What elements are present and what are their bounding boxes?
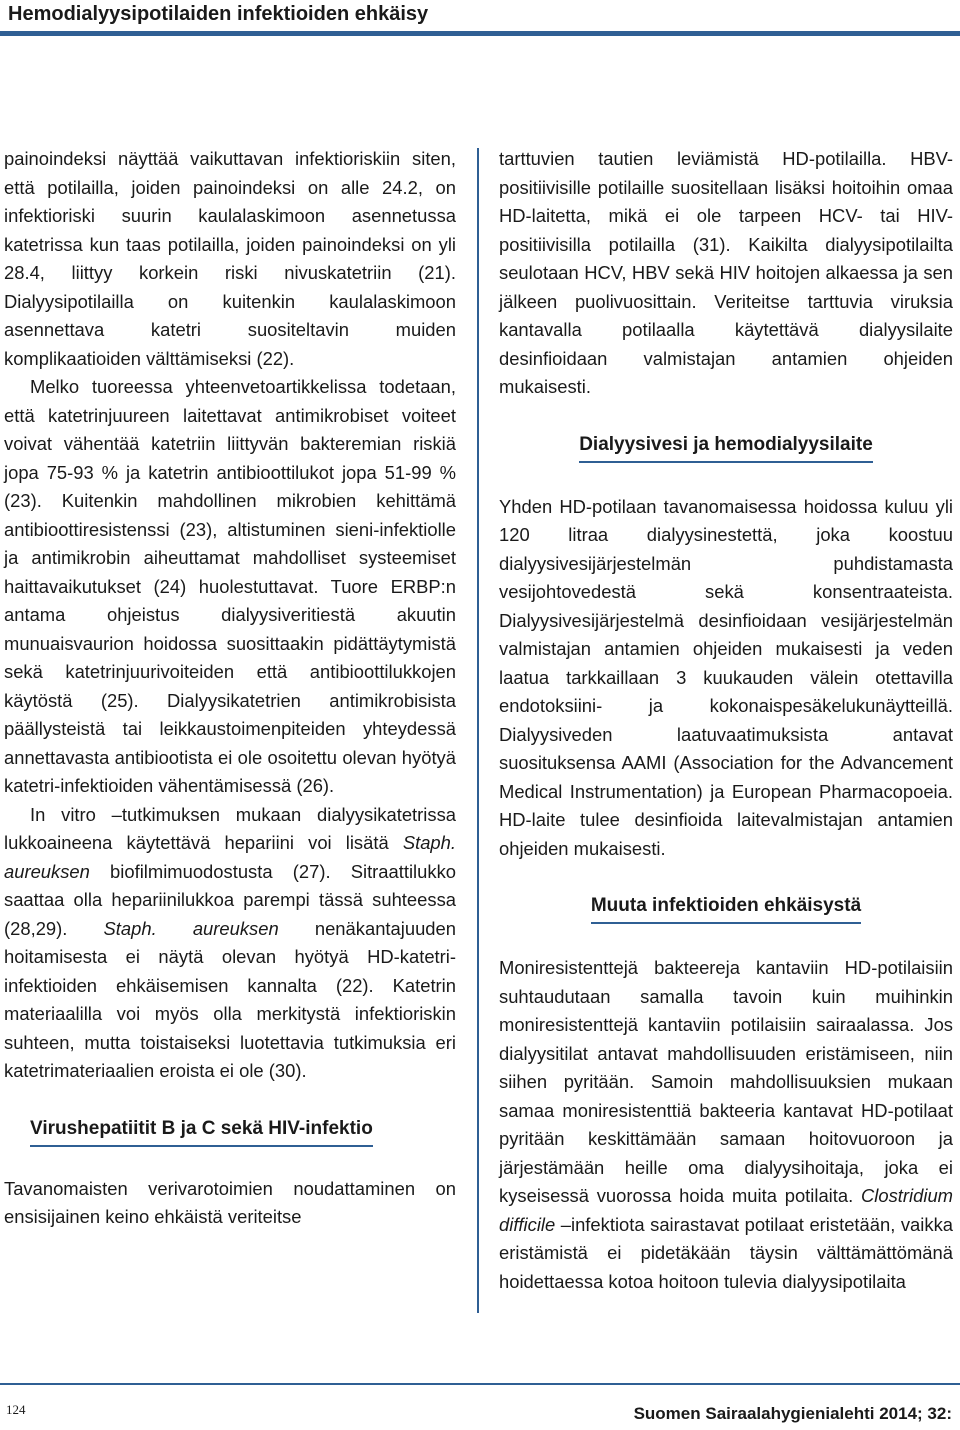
left-p3-text-a: In vitro –tutkimuksen mukaan dialyysikatetrissa lukkoaineena käytettävä hepariini voi lisätä [4, 803, 456, 853]
right-p3-text-b: –infektiota sairastavat potilaat eristetään, vaikka eristämistä ei pidetäkään täysin välttämättömänä hoidettaessa kotoa hoitoon tulevia dialyysipotilaita [499, 1213, 953, 1292]
left-column [4, 145, 456, 1232]
right-heading-wrap-2 [499, 891, 953, 924]
journal-title: Suomen Sairaalahygienialehti 2014; 32: [633, 1404, 952, 1423]
right-paragraph-3 [499, 954, 953, 1296]
left-heading-wrap [4, 1114, 456, 1147]
left-paragraph-4: Tavanomaisten verivarotoimien noudattaminen on ensisijainen keino ehkäistä veriteitse [4, 1177, 456, 1227]
right-p3-text-a: Moniresistenttejä bakteereja kantaviin HD-potilaisiin suhtaudutaan samalla tavoin kuin muihinkin moniresistenttejä kantaviin potilaisiin sairaalassa. Jos dialyysitilat antavat mahdollisuuden eristämiseen, niin siihen pyritään. Samoin mahdollisuuksien mukaan samaa moniresistenttiä bakteeria kantavat HD-potilaat pyritään keskittämään samaan hoitovuoroon ja järjestämään heille oma dialyysihoitaja, joka ei kyseisessä vuorossa hoida muita potilaita. [499, 957, 953, 1206]
section-heading-virushepatiitit: Virushepatiitit B ja C sekä HIV-infektio [30, 1117, 373, 1147]
left-p3-italic-1: Staph. aureuksen [4, 832, 456, 882]
section-heading-dialyysivesi: Dialyysivesi ja hemodialyysilaite [579, 433, 873, 463]
left-paragraph-1: painoindeksi näyttää vaikuttavan infektioriskiin siten, että potilailla, joiden painoindeksi on alle 24.2, on infektioriski suurin kaulalaskimoon asennetussa katetrissa kun taas potilailla, joiden painoindeksi on yli 28.4, liittyy korkein riski nivuskatetriin (21). Dialyysipotilailla on kuitenkin kaulalaskimoon asennettava katetri suositeltavin muiden komplikaatioiden välttämiseksi (22). [4, 148, 456, 369]
left-p3-text-b: biofilmimuodostusta (27). Sitraattilukko saattaa olla hepariinilukkoa parempi tässä suhteessa (28,29). [4, 860, 456, 939]
right-paragraph-1: tarttuvien tautien leviämistä HD-potilailla. HBV-positiivisille potilaille suositellaan lisäksi hoitoihin omaa HD-laitetta, mikä ei ole tarpeen HCV- tai HIV-positiivisilla potilailla (31). Kaikilta dialyysipotilailta seulotaan HCV, HBV sekä HIV hoitojen alkaessa ja sen jälkeen puolivuosittain. Veriteitse tarttuvia viruksia kantavalla potilaalla käytettävä dialyysilaite desinfioidaan valmistajan antamien ohjeiden mukaisesti. [499, 148, 953, 397]
left-p3-italic-2: Staph. aureuksen [103, 917, 279, 939]
right-heading-wrap-1 [499, 430, 953, 463]
page-number: 124 [6, 1402, 26, 1417]
left-paragraph-2: Melko tuoreessa yhteenvetoartikkelissa todetaan, että katetrinjuureen laitettavat antimikrobiset voiteet voivat vähentää katetriin liittyvän bakteremian riskiä jopa 75-93 % ja katetrin antibioottilukot jopa 51-99 % (23). Kuitenkin mahdollinen mikrobien kehittämä antibioottiresistenssi (23), altistuminen sieni-infektiolle ja antimikrobin aiheuttamat mahdolliset systeemiset haittavaikutukset (24) huolestuttavat. Tuore ERBP:n antama ohjeistus dialyysiveritiestä akuutin munuaisvaurion hoidossa suosittaakin pidättäytymistä sekä katetrinjuurivoiteiden että antibioottilukkojen käytöstä (25). Dialyysikatetrien antimikrobisista päällysteistä tai leikkaustoimenpiteiden yhteydessä annettavasta antibiootista ei ole osoitettu olevan hyötyä katetri-infektioiden vähentämisessä (26). [4, 376, 456, 796]
right-p3-italic: Clostridium difficile [499, 1185, 953, 1235]
section-heading-muuta: Muuta infektioiden ehkäisystä [591, 894, 861, 924]
page-header-title: Hemodialyysipotilaiden infektioiden ehkäisy [8, 3, 429, 25]
right-paragraph-2: Yhden HD-potilaan tavanomaisessa hoidossa kuluu yli 120 litraa dialyysinestettä, joka koostuu dialyysivesijärjestelmän puhdistamasta vesijohtovedestä sekä konsentraateista. Dialyysivesijärjestelmä desinfioidaan vesijärjestelmän valmistajan antamien ohjeiden mukaisesti ja veden laatua tarkkaillaan 3 kuukauden välein otettavilla endotoksiini- ja kokonaispesäkelukunäytteillä. Dialyysiveden laatuvaatimuksista antavat suosituksensa AAMI (Association for the Advancement Medical Instrumentation) ja European Pharmacopoeia. HD-laite tulee desinfioida laitevalmistajan antamien ohjeiden mukaisesti. [499, 495, 953, 859]
header-rule [0, 31, 960, 36]
right-column [499, 145, 953, 1296]
footer-rule [0, 1383, 960, 1385]
left-p3-text-c: nenäkantajuuden hoitamisesta ei näytä olevan hyötyä HD-katetri-infektioiden ehkäisemisen kannalta (22). Katetrin materiaalilla voi myös olla merkitystä infektioriskin suhteen, mutta toistaiseksi luotettavia tutkimuksia eri katetrimateriaalien eroista ei ole (30). [4, 917, 456, 1081]
left-paragraph-3 [4, 801, 456, 1086]
column-divider [477, 148, 479, 1313]
